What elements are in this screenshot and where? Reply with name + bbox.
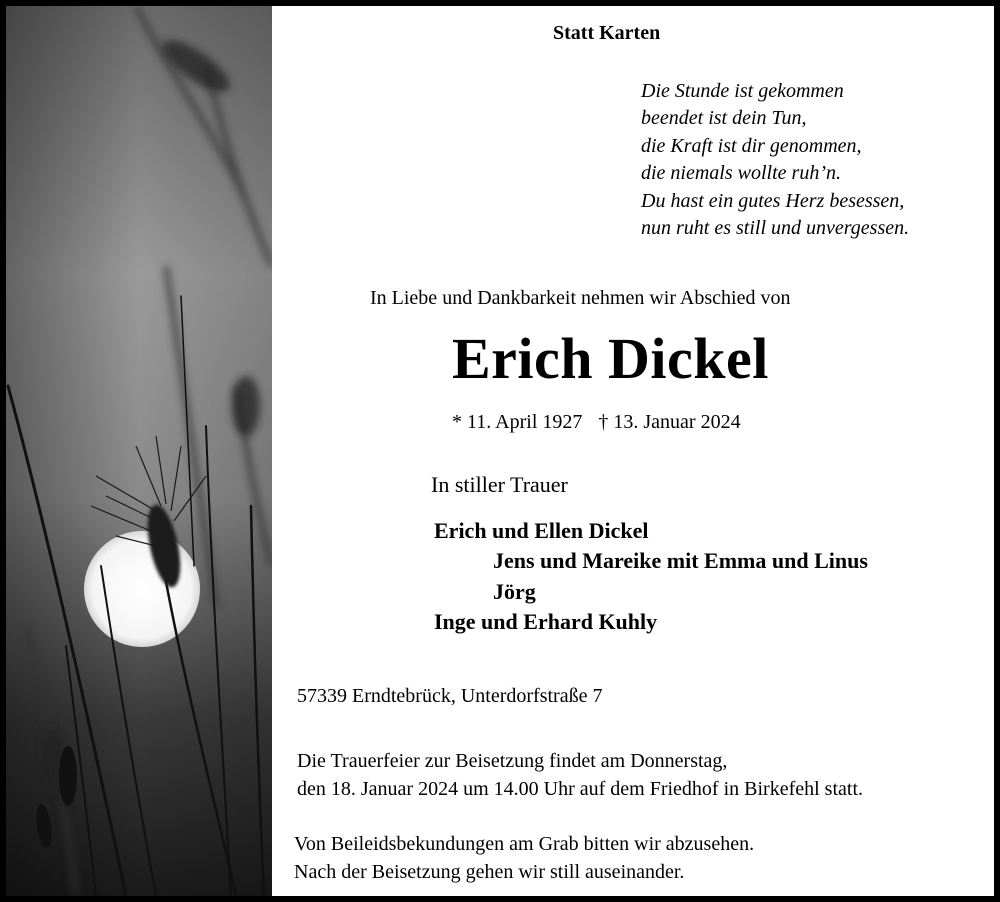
mourners-heading: In stiller Trauer xyxy=(431,472,568,497)
ceremony-line: Die Trauerfeier zur Beisetzung findet am Donnerstag, xyxy=(297,750,728,772)
mourner-name: Jörg xyxy=(493,579,536,604)
mourner-name: Jens und Mareike mit Emma und Linus xyxy=(493,548,868,573)
life-dates xyxy=(452,411,741,434)
death-date: † 13. Januar 2024 xyxy=(598,411,741,433)
poem-line: die Kraft ist dir genommen, xyxy=(641,134,862,157)
closing-line: Nach der Beisetzung gehen wir still auseinander. xyxy=(294,861,685,883)
poem-line: die niemals wollte ruh’n. xyxy=(641,162,841,185)
poem-line: Du hast ein gutes Herz besessen, xyxy=(641,189,905,212)
poem-line: Die Stunde ist gekommen xyxy=(641,80,844,102)
closing-notice xyxy=(294,830,754,886)
closing-line: Von Beileidsbekundungen am Grab bitten wir abzusehen. xyxy=(294,833,755,855)
grass-sunset-photo xyxy=(6,6,272,896)
farewell-intro: In Liebe und Dankbarkeit nehmen wir Abschied von xyxy=(370,287,791,309)
statt-karten-heading: Statt Karten xyxy=(553,22,661,44)
birth-date: * 11. April 1927 xyxy=(452,411,583,433)
deceased-name: Erich Dickel xyxy=(452,326,769,391)
ceremony-line: den 18. Januar 2024 um 14.00 Uhr auf dem Friedhof in Birkefehl statt. xyxy=(297,778,863,800)
family-address: 57339 Erndtebrück, Unterdorfstraße 7 xyxy=(297,685,603,707)
poem xyxy=(641,78,909,242)
ceremony-notice xyxy=(297,747,863,803)
poem-line: nun ruht es still und unvergessen. xyxy=(641,217,910,240)
poem-line: beendet ist dein Tun, xyxy=(641,107,807,130)
mourner-name: Inge und Erhard Kuhly xyxy=(434,609,658,634)
mourner-name: Erich und Ellen Dickel xyxy=(434,518,649,543)
